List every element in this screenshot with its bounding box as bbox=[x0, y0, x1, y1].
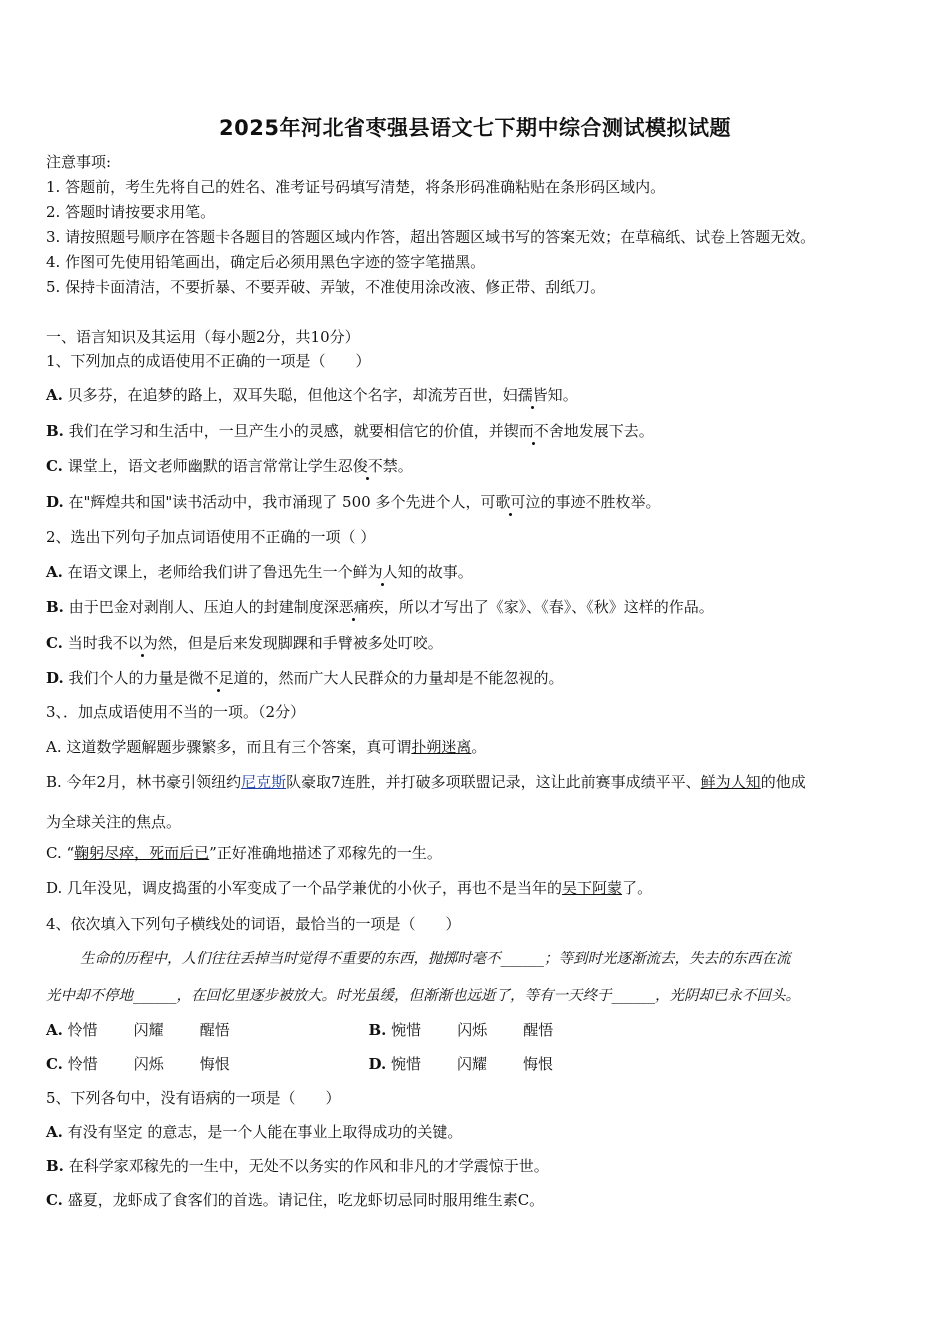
underlined-idiom: 扑朔迷离 bbox=[411, 738, 472, 756]
dotted-idiom: 可歌可泣 bbox=[480, 493, 541, 511]
option-label: D. bbox=[46, 493, 64, 511]
option-text: 在科学家邓稼先的一生中，无处不以务实的作风和非凡的才学震惊于世。 bbox=[68, 1157, 549, 1175]
option-label: B. bbox=[46, 422, 64, 440]
option-text: ，但是后来发现脚踝和手臂被多处叮咬。 bbox=[172, 634, 443, 652]
option-text: 。 bbox=[471, 738, 487, 756]
question-3-stem bbox=[46, 702, 305, 722]
q4-options-row bbox=[46, 1054, 553, 1074]
question-4-stem: 4、依次填入下列句子横线处的词语，最恰当的一项是（ ） bbox=[46, 915, 461, 933]
option-label: C. bbox=[46, 1055, 63, 1073]
q2-option-b bbox=[46, 597, 714, 617]
q4-passage-line: 光中却不停地______，在回忆里逐步被放大。时光虽缓，但渐渐也远逝了，等有一天终于______，光阴却已永不回头。 bbox=[46, 988, 800, 1004]
notes-item: 2. 答题时请按要求用笔。 bbox=[46, 203, 216, 221]
q1-option-c bbox=[46, 456, 413, 476]
option-word: 闪烁 bbox=[457, 1021, 488, 1039]
option-word: 怜惜 bbox=[67, 1021, 98, 1039]
option-word: 怜惜 bbox=[67, 1055, 98, 1073]
q3-option-b bbox=[46, 772, 806, 792]
option-word: 悔恨 bbox=[523, 1055, 554, 1073]
option-label: A. bbox=[46, 1123, 63, 1141]
question-2-stem: 2、选出下列句子加点词语使用不正确的一项（ ） bbox=[46, 528, 376, 546]
option-text: 的事迹不胜枚举。 bbox=[540, 493, 661, 511]
option-text: D. 几年没见，调皮捣蛋的小军变成了一个品学兼优的小伙子，再也不是当年的 bbox=[46, 879, 563, 897]
option-text: 在语文课上，老师给我们讲了鲁迅先生一个 bbox=[67, 563, 353, 581]
q4-options-row bbox=[46, 1020, 553, 1040]
option-text: 贝多芬，在追梦的路上，双耳失聪，但他这个名字，却流芳百世， bbox=[67, 386, 503, 404]
q1-option-b bbox=[46, 421, 654, 441]
option-word: 醒悟 bbox=[523, 1021, 554, 1039]
option-word: 惋惜 bbox=[391, 1055, 422, 1073]
notes-item: 1. 答题前，考生先将自己的姓名、准考证号码填写清楚，将条形码准确粘贴在条形码区域内。 bbox=[46, 178, 666, 196]
option-text: 我们在学习和生活中，一旦产生小的灵感，就要相信它的价值，并 bbox=[68, 422, 504, 440]
option-text: ，所以才写出了《家》、《春》、《秋》这样的作品。 bbox=[383, 598, 714, 616]
option-text: 队豪取7连胜，并打破多项联盟记录，这让此前赛事成绩平平、 bbox=[286, 773, 701, 791]
dotted-word: 鲜为人知 bbox=[352, 563, 413, 581]
option-word: 悔恨 bbox=[199, 1055, 230, 1073]
q2-option-a bbox=[46, 562, 473, 582]
option-label: C. bbox=[46, 457, 63, 475]
option-label: B. bbox=[46, 1157, 64, 1175]
q3-option-c bbox=[46, 843, 442, 863]
option-label: A. bbox=[46, 1021, 63, 1039]
option-text: 课堂上，语文老师幽默的语言常常让学生 bbox=[67, 457, 338, 475]
option-text: 有没有坚定 的意志，是一个人能在事业上取得成功的关键。 bbox=[67, 1123, 463, 1141]
option-label: C. bbox=[46, 1191, 63, 1209]
dotted-idiom: 妇孺皆知 bbox=[502, 386, 563, 404]
option-text: 地发展下去。 bbox=[563, 422, 654, 440]
question-score: （2分） bbox=[258, 703, 306, 721]
notes-item: 5. 保持卡面清洁，不要折暴、不要弄破、弄皱，不准使用涂改液、修正带、刮纸刀。 bbox=[46, 278, 606, 296]
team-link[interactable]: 尼克斯 bbox=[241, 773, 287, 791]
option-label: B. bbox=[368, 1021, 387, 1039]
underlined-idiom: 鲜为人知 bbox=[700, 773, 761, 791]
option-label: D. bbox=[368, 1055, 387, 1073]
dotted-word: 微不足道 bbox=[188, 669, 249, 687]
dotted-word: 深恶痛疾 bbox=[323, 598, 384, 616]
notes-item: 3. 请按照题号顺序在答题卡各题目的答题区域内作答，超出答题区域书写的答案无效；在草稿纸、试卷上答题无效。 bbox=[46, 228, 816, 246]
q1-option-a bbox=[46, 385, 578, 405]
option-word: 闪耀 bbox=[457, 1055, 488, 1073]
option-text: 在"辉煌共和国"读书活动中，我市涌现了 500 多个先进个人， bbox=[68, 493, 481, 511]
option-text: 。 bbox=[562, 386, 578, 404]
option-text: 。 bbox=[397, 457, 413, 475]
option-word: 醒悟 bbox=[199, 1021, 230, 1039]
option-label: D. bbox=[46, 669, 64, 687]
option-text: 当时我 bbox=[67, 634, 113, 652]
option-label: A. bbox=[46, 563, 63, 581]
q1-option-d bbox=[46, 492, 660, 512]
option-text: 盛夏，龙虾成了食客们的首选。请记住，吃龙虾切忌同时服用维生素C。 bbox=[67, 1191, 545, 1209]
q4-passage-line: 生命的历程中，人们往往丢掉当时觉得不重要的东西，抛掷时毫不______；等到时光逐渐流去，失去的东西在流 bbox=[80, 951, 791, 967]
option-label: B. bbox=[46, 598, 64, 616]
option-text: C. “ bbox=[46, 844, 75, 862]
underlined-idiom: 吴下阿蒙 bbox=[562, 879, 623, 897]
notes-heading: 注意事项: bbox=[46, 153, 112, 171]
option-word: 闪烁 bbox=[133, 1055, 164, 1073]
option-text: 的他成 bbox=[760, 773, 806, 791]
underlined-idiom: 鞠躬尽瘁，死而后已 bbox=[74, 844, 210, 862]
question-5-stem: 5、下列各句中，没有语病的一项是（ ） bbox=[46, 1089, 341, 1107]
option-text: ”正好准确地描述了邓稼先的一生。 bbox=[209, 844, 442, 862]
option-label: C. bbox=[46, 634, 63, 652]
option-word: 惋惜 bbox=[391, 1021, 422, 1039]
dotted-word: 不以为然 bbox=[112, 634, 173, 652]
q5-option-a bbox=[46, 1122, 462, 1142]
q2-option-d bbox=[46, 668, 564, 688]
option-text: 的故事。 bbox=[412, 563, 473, 581]
question-1-stem: 1、下列加点的成语使用不正确的一项是（ ） bbox=[46, 352, 371, 370]
q5-option-b bbox=[46, 1156, 549, 1176]
option-text: 我们个人的力量是 bbox=[68, 669, 189, 687]
option-text: A. 这道数学题解题步骤繁多，而且有三个答案，真可谓 bbox=[46, 738, 412, 756]
notes-item: 4. 作图可先使用铅笔画出，确定后必须用黑色字迹的签字笔描黑。 bbox=[46, 253, 486, 271]
question-text: 3、．加点成语使用不当的一项。 bbox=[46, 703, 259, 721]
q3-option-d bbox=[46, 878, 652, 898]
dotted-idiom: 锲而不舍 bbox=[503, 422, 564, 440]
q3-option-b-continued: 为全球关注的焦点。 bbox=[46, 813, 182, 831]
option-text: 的，然而广大人民群众的力量却是不能忽视的。 bbox=[248, 669, 564, 687]
option-text: 由于巴金对剥削人、压迫人的封建制度 bbox=[68, 598, 324, 616]
option-text: B. 今年2月，林书豪引领纽约 bbox=[46, 773, 242, 791]
q3-option-a bbox=[46, 737, 486, 757]
option-text: 了。 bbox=[622, 879, 653, 897]
section-heading: 一、语言知识及其运用（每小题2分，共10分） bbox=[46, 328, 360, 346]
q5-option-c bbox=[46, 1190, 544, 1210]
page-title: 2025年河北省枣强县语文七下期中综合测试模拟试题 bbox=[219, 116, 731, 140]
option-word: 闪耀 bbox=[133, 1021, 164, 1039]
q2-option-c bbox=[46, 633, 443, 653]
dotted-idiom: 忍俊不禁 bbox=[337, 457, 398, 475]
option-label: A. bbox=[46, 386, 63, 404]
